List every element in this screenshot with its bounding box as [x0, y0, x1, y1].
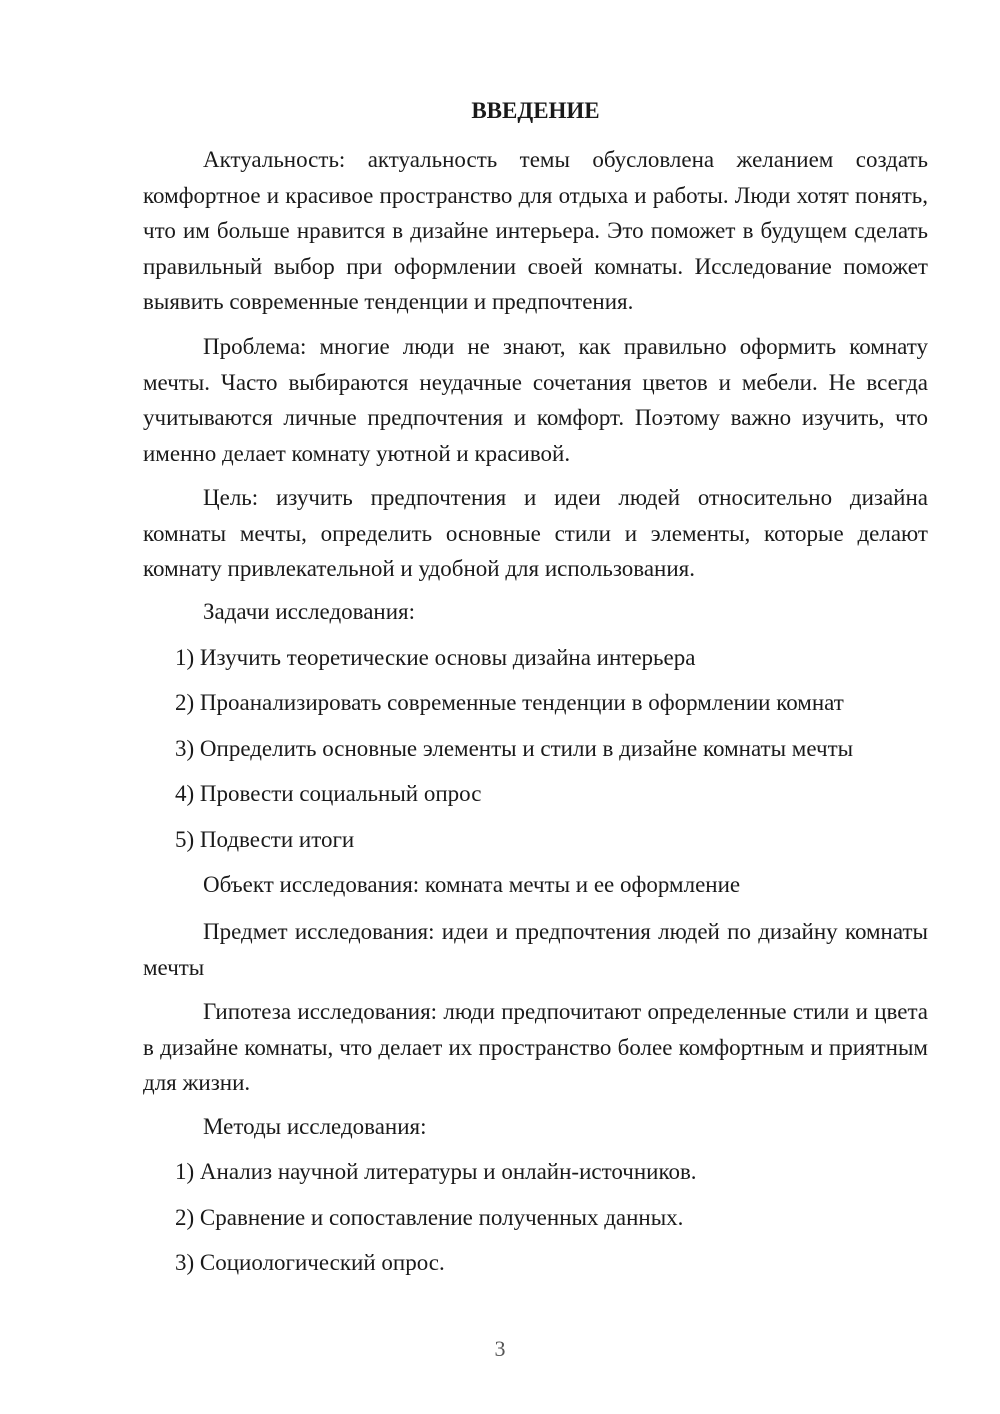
subject-paragraph: Предмет исследования: идеи и предпочтения людей по дизайну комнаты мечты	[143, 919, 928, 980]
page-number: 3	[494, 1336, 506, 1361]
tasks-heading: Задачи исследования:	[203, 599, 416, 624]
goal-paragraph: Цель: изучить предпочтения и идеи людей относительно дизайна комнаты мечты, определить основные стили и элементы, которые делают комнату привлекательной и удобной для использования.	[143, 485, 928, 581]
list-item: 1) Изучить теоретические основы дизайна интерьера	[175, 645, 696, 670]
list-item: 2) Проанализировать современные тенденции в оформлении комнат	[175, 690, 844, 715]
hypothesis-paragraph: Гипотеза исследования: люди предпочитают определенные стили и цвета в дизайне комнаты, что делает их пространство более комфортным и приятным для жизни.	[143, 999, 928, 1095]
object-paragraph: Объект исследования: комната мечты и ее оформление	[203, 872, 741, 897]
list-item: 3) Социологический опрос.	[175, 1250, 445, 1275]
problem-paragraph: Проблема: многие люди не знают, как правильно оформить комнату мечты. Часто выбираются неудачные сочетания цветов и мебели. Не всегда учитываются личные предпочтения и комфорт. Поэтому важно изучить, что именно делает комнату уютной и красивой.	[143, 334, 928, 466]
list-item: 5) Подвести итоги	[175, 827, 355, 852]
list-item: 1) Анализ научной литературы и онлайн-источников.	[175, 1159, 697, 1184]
list-item: 4) Провести социальный опрос	[175, 781, 482, 806]
methods-heading: Методы исследования:	[203, 1114, 427, 1139]
relevance-paragraph: Актуальность: актуальность темы обусловлена желанием создать комфортное и красивое пространство для отдыха и работы. Люди хотят понять, что им больше нравится в дизайне интерьера. Это поможет в будущем сделать правильный выбор при оформлении своей комнаты. Исследование поможет выявить современные тенденции и предпочтения.	[143, 147, 928, 314]
list-item: 2) Сравнение и сопоставление полученных данных.	[175, 1205, 684, 1230]
list-item: 3) Определить основные элементы и стили в дизайне комнаты мечты	[175, 736, 854, 761]
page-title: ВВЕДЕНИЕ	[471, 98, 600, 123]
